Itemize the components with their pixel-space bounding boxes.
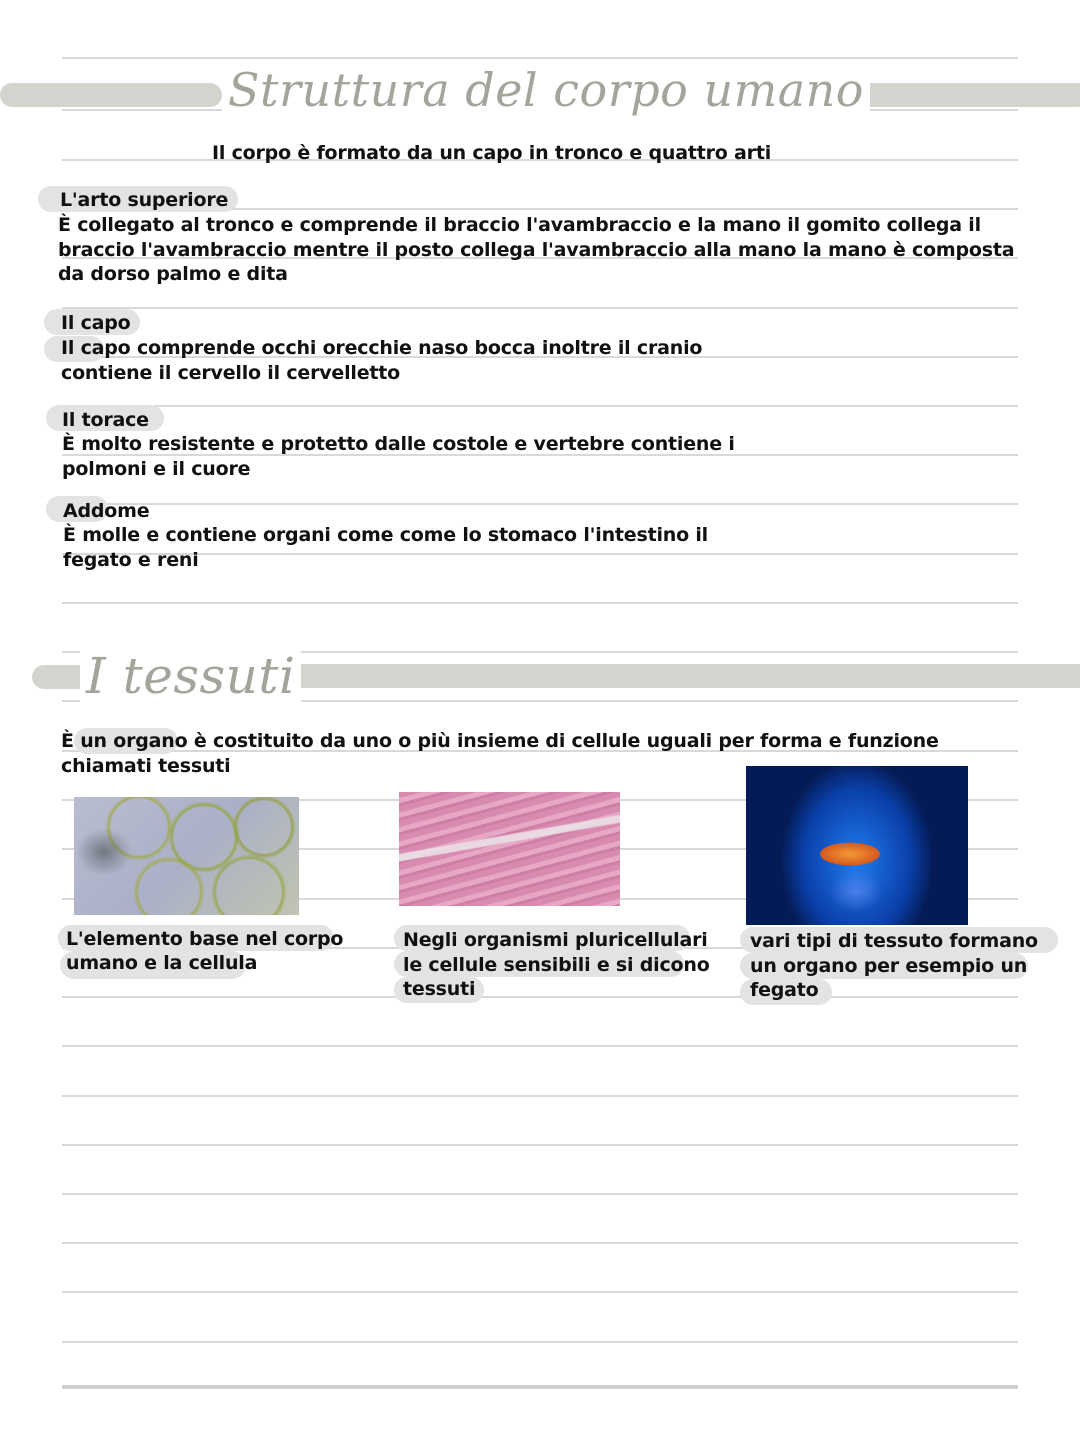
figure-caption-line: Negli organismi pluricellulari (403, 929, 708, 951)
figure-caption-line: L'elemento base nel corpo (66, 928, 344, 950)
rule-line (62, 1193, 1018, 1195)
block-heading-head: Il capo (61, 312, 131, 334)
rule-line (62, 1341, 1018, 1343)
block-text-line: È molle e contiene organi come come lo stomaco l'intestino il (63, 524, 708, 546)
rule-line (62, 553, 1018, 555)
figure-caption-line: vari tipi di tessuto formano (750, 930, 1038, 952)
section-title: Struttura del corpo umano (222, 60, 870, 120)
figure-caption-line: tessuti (403, 978, 476, 1000)
rule-line (62, 405, 1018, 407)
rule-line (62, 1144, 1018, 1146)
block-heading-upper-limb: L'arto superiore (60, 189, 229, 211)
block-text-line: polmoni e il cuore (62, 458, 251, 480)
rule-line (62, 57, 1018, 59)
section-intro-line: chiamati tessuti (61, 755, 231, 777)
block-text-line: È molto resistente e protetto dalle costole e vertebre contiene i (62, 433, 735, 455)
rule-line (62, 1291, 1018, 1293)
rule-line-bottom (62, 1385, 1018, 1389)
figure-caption-line: le cellule sensibili e si dicono (403, 954, 710, 976)
title-bar-left (0, 83, 222, 107)
rule-line (62, 503, 1018, 505)
figure-caption-line: fegato (750, 979, 819, 1001)
rule-line (62, 1045, 1018, 1047)
block-text-line: Il capo comprende occhi orecchie naso bocca inoltre il cranio (61, 337, 703, 359)
section-intro-line: È un organo è costituito da uno o più insieme di cellule uguali per forma e funzione (61, 730, 939, 752)
title-bar-right (285, 664, 1080, 688)
section-intro: Il corpo è formato da un capo in tronco e quattro arti (212, 142, 772, 164)
rule-line (62, 996, 1018, 998)
figure-caption-line: un organo per esempio un (750, 955, 1028, 977)
block-text-line: È collegato al tronco e comprende il braccio l'avambraccio e la mano il gomito collega il (58, 214, 981, 236)
section-title: I tessuti (80, 644, 301, 708)
figure-caption-line: umano e la cellula (66, 952, 258, 974)
rule-line (62, 1242, 1018, 1244)
block-text-line: da dorso palmo e dita (58, 263, 288, 285)
tissue-histology-image (399, 792, 620, 906)
block-heading-chest: Il torace (62, 409, 149, 431)
block-text-line: fegato e reni (63, 549, 199, 571)
rule-line (62, 307, 1018, 309)
human-liver-anatomy-image (746, 766, 968, 925)
rule-line (62, 602, 1018, 604)
rule-line (62, 1095, 1018, 1097)
block-text-line: braccio l'avambraccio mentre il posto collega l'avambraccio alla mano la mano è composta (58, 239, 1015, 261)
microscope-cells-image (74, 797, 299, 915)
block-heading-abdomen: Addome (63, 500, 150, 522)
block-text-line: contiene il cervello il cervelletto (61, 362, 401, 384)
